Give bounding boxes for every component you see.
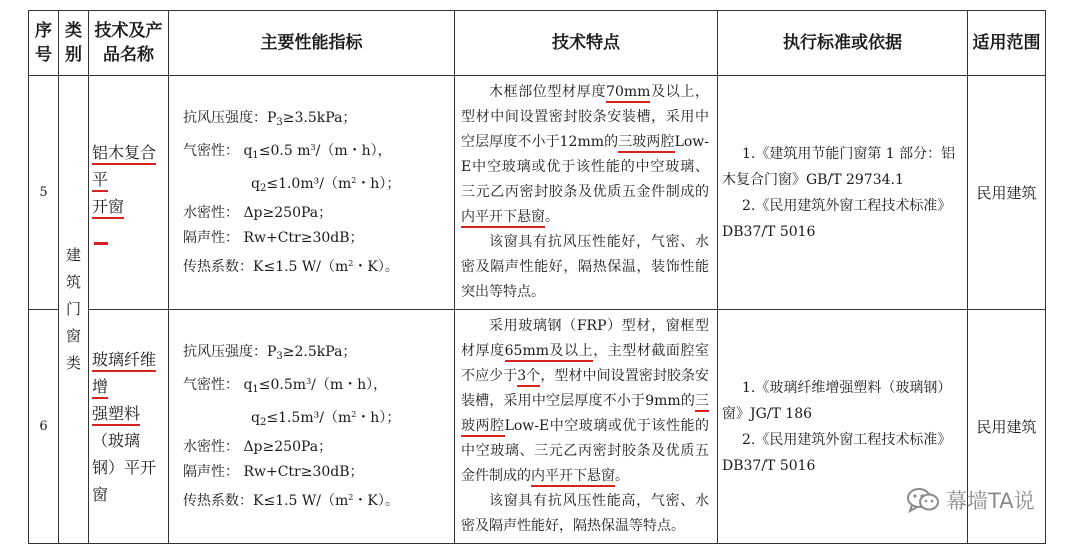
feature-paragraph: 采用玻璃钢（FRP）型材，窗框型材厚度65mm及以上，主型材截面腔室不应少于3个，型材中间设置密封胶条安装槽，采用中空层厚度不小于9mm的三玻两腔Low-E中空玻璃或优于该性能的中空玻璃、三元乙丙密封胶条及优质五金件制成的内平开下悬窗。 — [461, 314, 709, 489]
product-name: 铝木复合平 开窗 — [89, 76, 169, 310]
standard-item: 1.《建筑用节能门窗第 1 部分：铝木复合门窗》GB/T 29734.1 — [722, 145, 956, 188]
heat-transfer: 传热系数：K≤1.5 W/（m2・K）。 — [183, 258, 399, 275]
row-seq: 5 — [29, 76, 59, 310]
features-cell — [455, 310, 718, 544]
standard-cell — [718, 76, 968, 310]
header-features: 技术特点 — [455, 11, 718, 76]
feature-summary: 该窗具有抗风压性能好，气密、水密及隔声性能好，隔热保温，装饰性能突出等特点。 — [461, 234, 709, 300]
product-name: 玻璃纤维增 强塑料（玻璃钢）平开窗 — [89, 310, 169, 544]
header-performance: 主要性能指标 — [169, 11, 455, 76]
feature-paragraph: 木框部位型材厚度70mm及以上，型材中间设置密封胶条安装槽，采用中空层厚度不小于12mm的三玻两腔Low-E中空玻璃或优于该性能的中空玻璃、三元乙丙密封胶条及优质五金件制成的内平开下悬窗。 — [461, 80, 709, 230]
wind-pressure: 抗风压强度：P3≥2.5kPa； — [183, 343, 357, 362]
air-tightness-2: q2≤1.0m³/（m2・h）； — [251, 175, 401, 194]
heat-transfer: 传热系数：K≤1.5 W/（m2・K）。 — [183, 492, 399, 509]
standard-code: DB37/T 5016 — [722, 457, 816, 474]
performance-cell — [169, 310, 455, 544]
air-tightness-1: 气密性： q1≤0.5m3/（m・h）， — [183, 376, 388, 395]
wind-pressure: 抗风压强度：P3≥3.5kPa； — [183, 109, 357, 128]
row-seq: 6 — [29, 310, 59, 544]
features-cell — [455, 76, 718, 310]
table-row — [29, 76, 1046, 310]
standard-item: 1.《玻璃纤维增强塑料（玻璃钢）窗》JG/T 186 — [722, 379, 952, 422]
sound-insulation: 隔声性： Rw+Ctr≥30dB； — [183, 229, 364, 246]
watermark-text: 幕墙TA说 — [946, 489, 1035, 513]
watermark — [906, 485, 1035, 515]
header-seq: 序 号 — [29, 11, 59, 76]
sound-insulation: 隔声性： Rw+Ctr≥30dB； — [183, 463, 364, 480]
water-tightness: 水密性： Δp≥250Pa； — [183, 438, 333, 455]
feature-summary: 该窗具有抗风压性能高，气密、水密及隔声性能好，隔热保温等特点。 — [461, 493, 709, 534]
water-tightness: 水密性： Δp≥250Pa； — [183, 204, 333, 221]
wechat-icon — [906, 486, 940, 514]
standard-code: DB37/T 5016 — [722, 223, 816, 240]
performance-cell — [169, 76, 455, 310]
category-cell: 建 筑 门 窗 类 — [59, 76, 89, 544]
standards-table — [28, 10, 1046, 544]
underline-mark — [94, 242, 108, 245]
air-tightness-1: 气密性： q1≤0.5 m3/（m・h）， — [183, 142, 392, 161]
scope-cell: 民用建筑 — [968, 310, 1046, 544]
standard-item: 2.《民用建筑外窗工程技术标准》 — [742, 431, 952, 448]
header-row — [29, 11, 1046, 76]
scope-cell: 民用建筑 — [968, 76, 1046, 310]
air-tightness-2: q2≤1.5m³/（m2・h）； — [251, 409, 401, 428]
header-scope: 适用范围 — [968, 11, 1046, 76]
header-category: 类 别 — [59, 11, 89, 76]
table-row — [29, 310, 1046, 544]
header-standard: 执行标准或依据 — [718, 11, 968, 76]
standard-item: 2.《民用建筑外窗工程技术标准》 — [742, 197, 952, 214]
header-name: 技术及产 品名称 — [89, 11, 169, 76]
